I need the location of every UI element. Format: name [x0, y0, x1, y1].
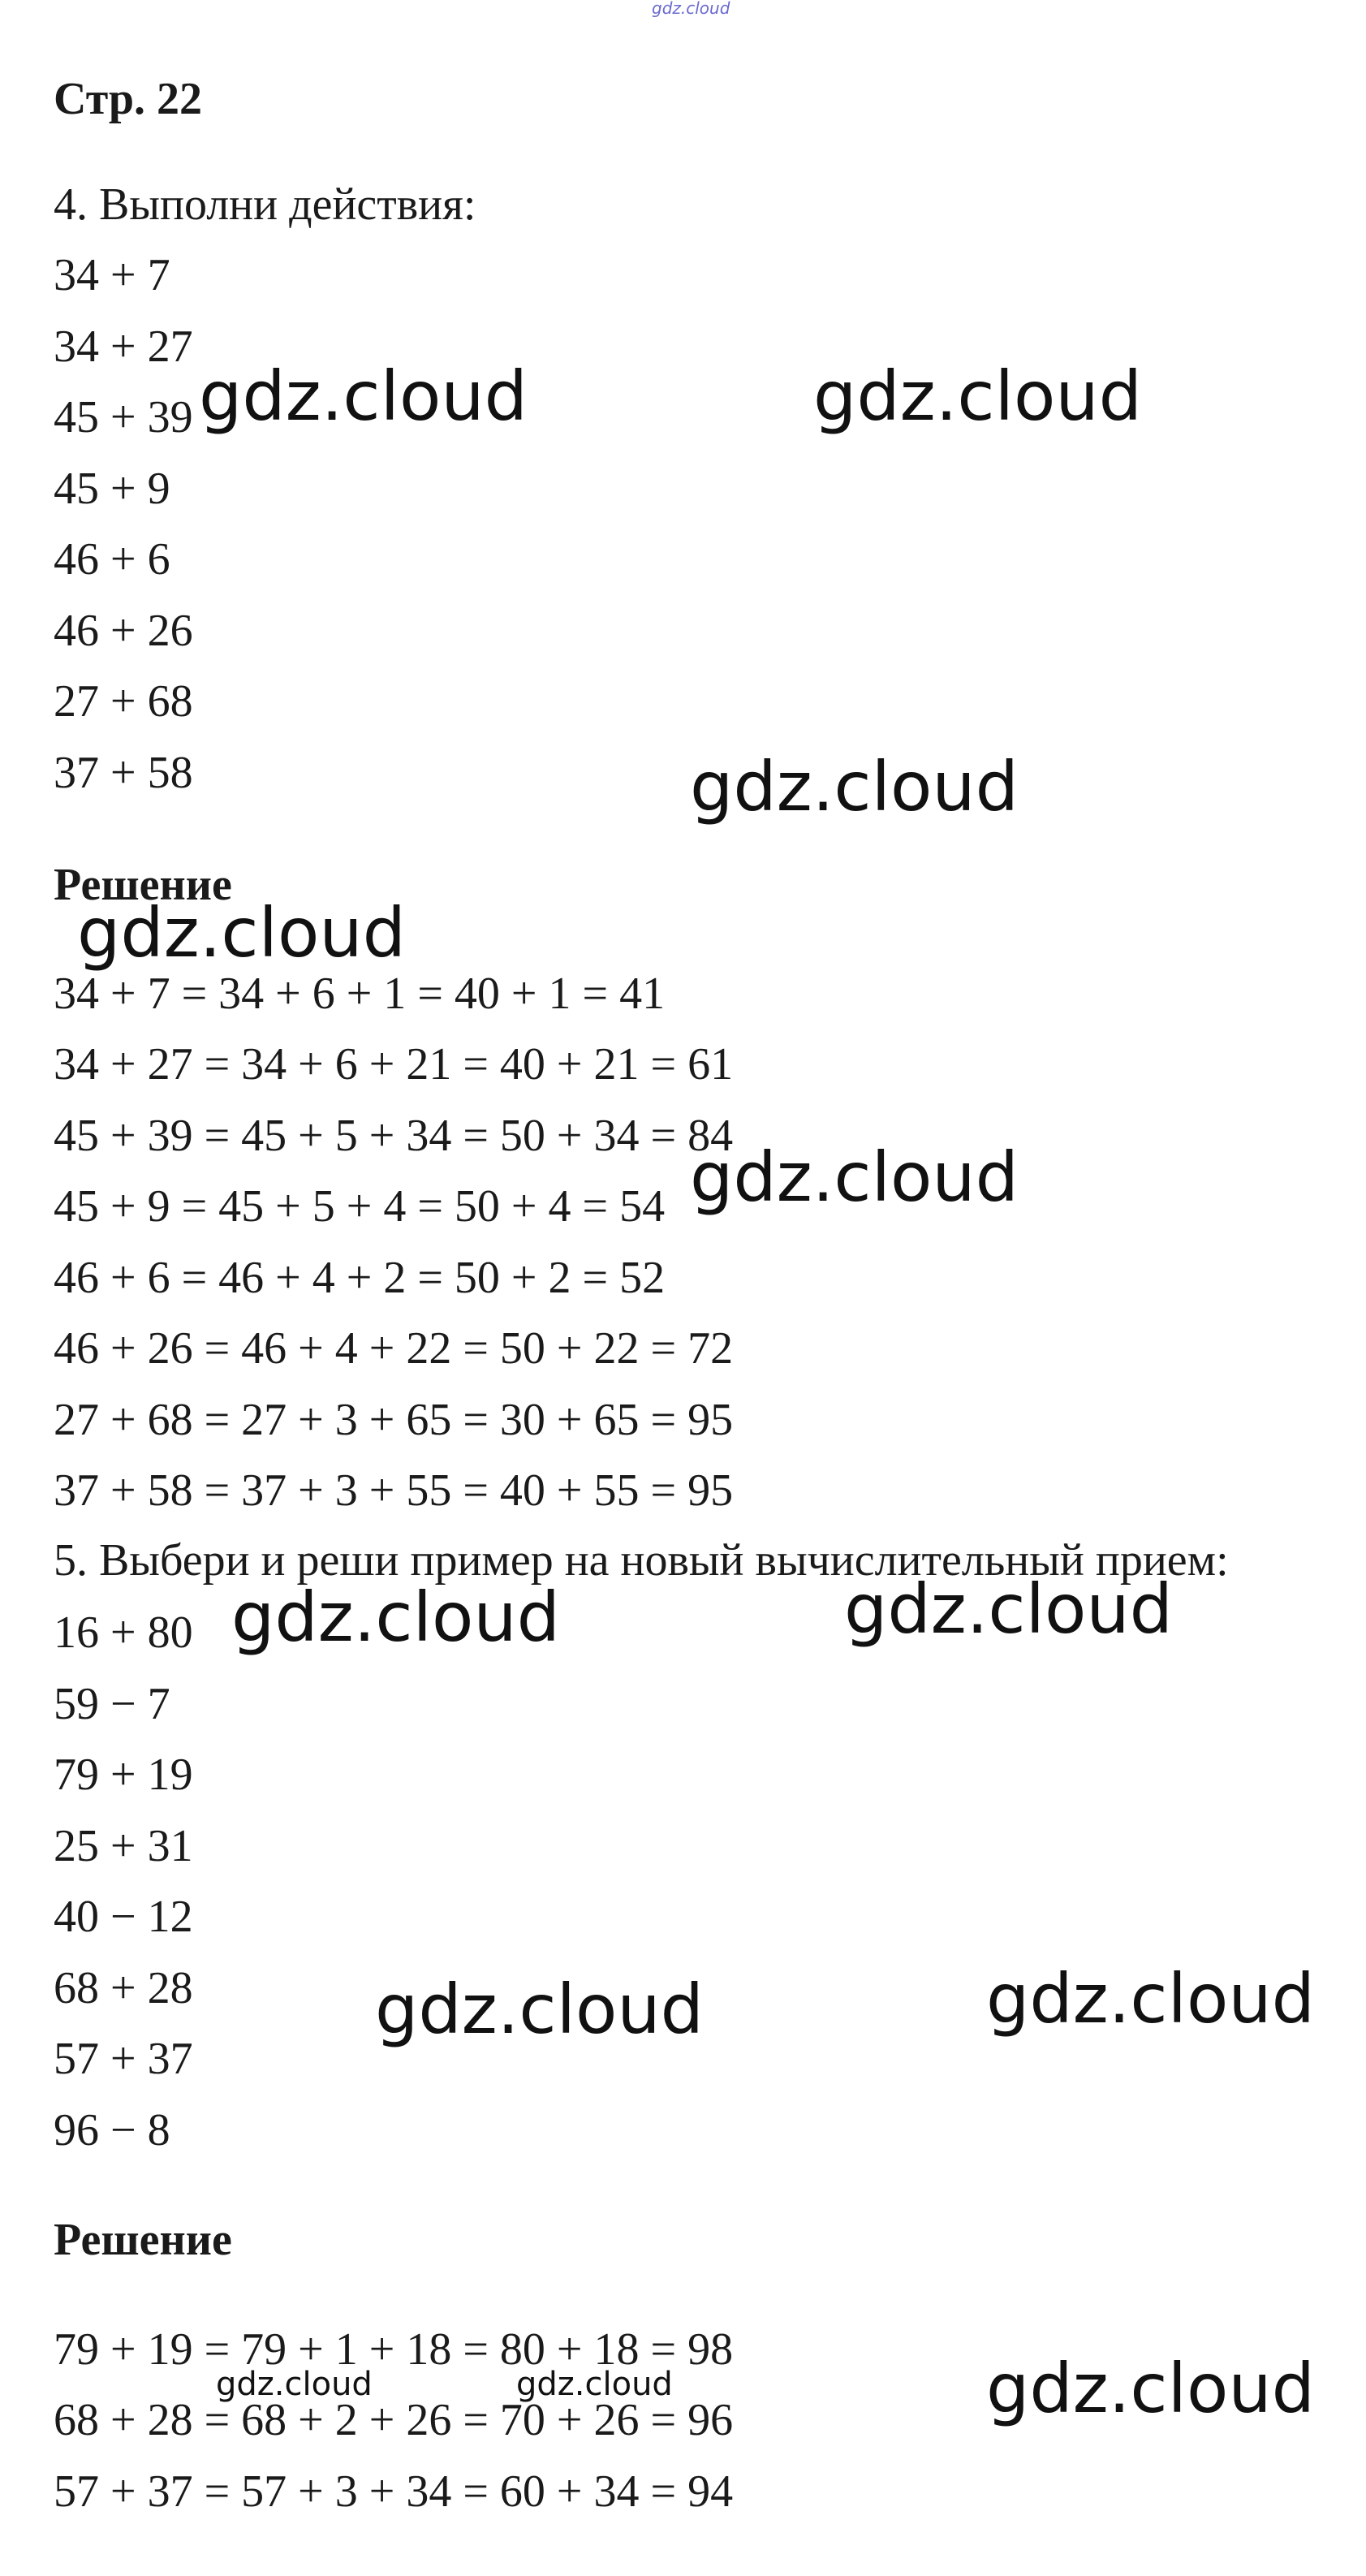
- watermark: gdz.cloud: [844, 1569, 1173, 1649]
- task4-solution-line: 34 + 7 = 34 + 6 + 1 = 40 + 1 = 41: [54, 969, 666, 1019]
- page-title: Стр. 22: [54, 74, 203, 124]
- header-watermark: gdz.cloud: [652, 0, 730, 18]
- task4-solution-line: 37 + 58 = 37 + 3 + 55 = 40 + 55 = 95: [54, 1465, 734, 1516]
- task4-item: 37 + 58: [54, 748, 193, 798]
- task4-item: 45 + 39: [54, 392, 193, 442]
- watermark: gdz.cloud: [77, 893, 406, 973]
- watermark: gdz.cloud: [516, 2366, 673, 2403]
- task4-item: 34 + 27: [54, 321, 193, 372]
- watermark: gdz.cloud: [375, 1970, 704, 2049]
- task4-item: 27 + 68: [54, 676, 193, 727]
- task5-item: 68 + 28: [54, 1963, 193, 2013]
- task5-solution-label: Решение: [54, 2215, 232, 2265]
- task5-solution-line: 57 + 37 = 57 + 3 + 34 = 60 + 34 = 94: [54, 2466, 734, 2517]
- watermark: gdz.cloud: [690, 1137, 1019, 1217]
- watermark: gdz.cloud: [986, 1959, 1315, 2039]
- task4-solution-line: 45 + 39 = 45 + 5 + 34 = 50 + 34 = 84: [54, 1111, 734, 1161]
- watermark: gdz.cloud: [231, 1577, 560, 1657]
- task4-item: 34 + 7: [54, 250, 170, 300]
- task4-solution-line: 46 + 6 = 46 + 4 + 2 = 50 + 2 = 52: [54, 1253, 666, 1303]
- task4-solution-line: 45 + 9 = 45 + 5 + 4 = 50 + 4 = 54: [54, 1181, 666, 1232]
- task5-item: 79 + 19: [54, 1750, 193, 1800]
- task5-title: 5. Выбери и реши пример на новый вычислительный прием:: [54, 1535, 1229, 1586]
- task5-item: 96 − 8: [54, 2105, 170, 2155]
- watermark: gdz.cloud: [216, 2366, 373, 2403]
- task4-item: 46 + 26: [54, 606, 193, 656]
- watermark: gdz.cloud: [199, 356, 528, 436]
- task4-solution-line: 34 + 27 = 34 + 6 + 21 = 40 + 21 = 61: [54, 1039, 734, 1090]
- task5-item: 40 − 12: [54, 1892, 193, 1942]
- task5-item: 16 + 80: [54, 1607, 193, 1658]
- watermark: gdz.cloud: [813, 356, 1142, 436]
- task4-solution-label: Решение: [54, 860, 232, 910]
- watermark: gdz.cloud: [690, 747, 1019, 826]
- task4-solution-line: 27 + 68 = 27 + 3 + 65 = 30 + 65 = 95: [54, 1395, 734, 1445]
- task5-item: 57 + 37: [54, 2034, 193, 2084]
- task4-title: 4. Выполни действия:: [54, 179, 476, 230]
- task5-item: 59 − 7: [54, 1679, 170, 1729]
- task4-item: 46 + 6: [54, 534, 170, 585]
- task5-solution-line: 79 + 19 = 79 + 1 + 18 = 80 + 18 = 98: [54, 2324, 734, 2375]
- watermark: gdz.cloud: [986, 2349, 1315, 2428]
- task5-solution-line: 68 + 28 = 68 + 2 + 26 = 70 + 26 = 96: [54, 2395, 734, 2445]
- task4-item: 45 + 9: [54, 464, 170, 514]
- task5-item: 25 + 31: [54, 1821, 193, 1871]
- task4-solution-line: 46 + 26 = 46 + 4 + 22 = 50 + 22 = 72: [54, 1323, 734, 1374]
